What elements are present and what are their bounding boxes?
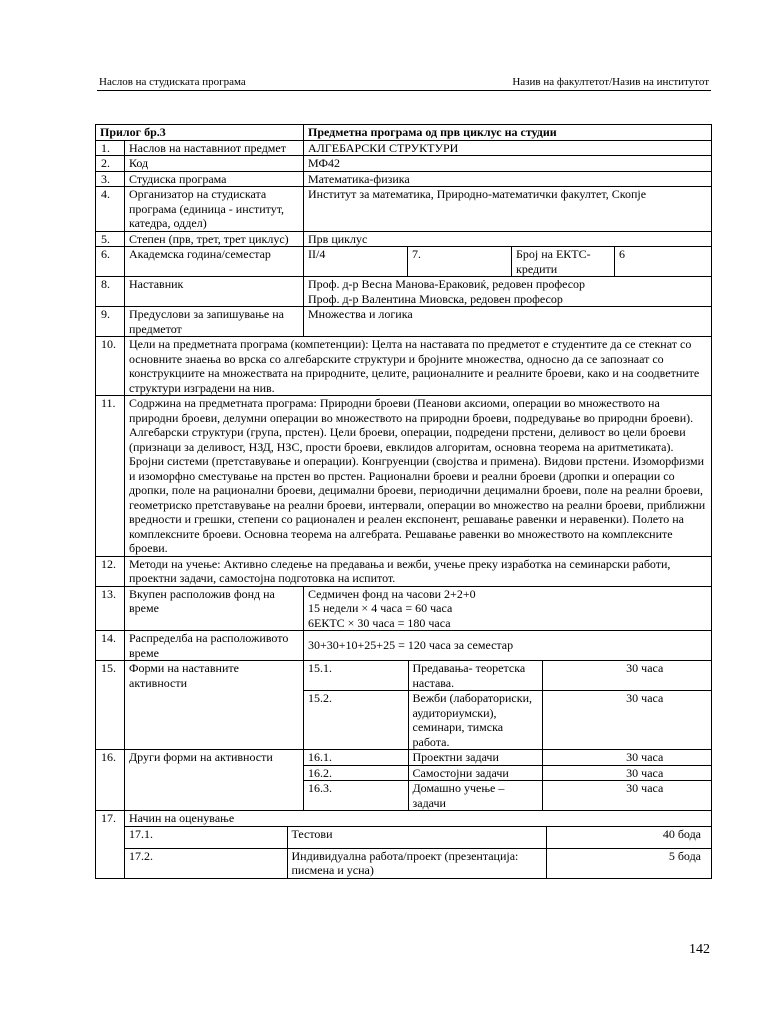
prerequisites-value: Множества и логика (304, 307, 712, 337)
teaching-forms-cell (304, 661, 712, 750)
activity-hours: 30 часа (542, 691, 711, 750)
row-number: 14. (96, 631, 125, 661)
table-row (96, 556, 712, 586)
course-code-value: МФ42 (304, 156, 712, 172)
table-row (96, 307, 712, 337)
row-label: Вкупен расположив фонд на време (125, 586, 304, 631)
content-text: Содржина на предметната програма: Природни броеви (Пеанови аксиоми, операции во множеството на природни броеви, делумни операции во множеството на природни броеви, подредување во природни броеви). Алгебарски структури (група, прстен). Цели броеви, операции, подредени прстени, деливост во цели броеви (признаци за деливост, НЗД, НЗС, прости броеви, евклидов алгоритам, основна теорема на аритметиката). Бројни системи (претставување и операции). Конгруенции (својства и примена). Видови прстени. Изоморфизми и изоморфно сместување на прстен во прстен. Рационални броеви и реални броеви (дропки и операции со дропки, поле на рационални броеви, децимални броеви, периодични децимални броеви, поле на реални броеви, геометриско претставување на реални броеви, интервали, операции во множество на реални броеви, приближни вредности и грешки, степени со рационален и реален експонент, решавање равенки и неравенки). Полето на комплексните броеви. Основна теорема на алгебрата. Решавање равенки во множеството на комплексните броеви. (125, 396, 712, 557)
table-row (96, 277, 712, 307)
page-number: 142 (689, 942, 710, 957)
row-number: 13. (96, 586, 125, 631)
activity-name: Самостојни задачи (408, 765, 542, 781)
activity-hours: 30 часа (542, 781, 711, 811)
table-row (96, 811, 712, 827)
weekly-hours-line: Седмичен фонд на часови 2+2+0 (308, 586, 476, 601)
teacher-name: Проф. д-р Весна Манова-Ераковиќ, редовен професор (308, 277, 586, 291)
row-label: Степен (прв, трет, трет циклус) (125, 231, 304, 247)
table-row (96, 231, 712, 247)
row-number: 2. (96, 156, 125, 172)
ects-label: Број на ЕКТС-кредити (512, 247, 615, 277)
year-semester-value: II/4 (304, 247, 408, 277)
appendix-label: Прилог бр.3 (96, 125, 304, 141)
table-title: Предметна програма од прв циклус на студии (304, 125, 712, 141)
teachers-value (304, 277, 712, 307)
row-number: 9. (96, 307, 125, 337)
row-label: Наслов на наставниот предмет (125, 140, 304, 156)
row-number: 17. (96, 811, 125, 879)
row-label: Код (125, 156, 304, 172)
activity-hours: 30 часа (542, 765, 711, 781)
activity-code: 15.1. (304, 661, 408, 691)
row-number: 12. (96, 556, 125, 586)
table-row (96, 187, 712, 232)
assessment-label: Начин на оценување (125, 811, 712, 827)
activity-code: 16.3. (304, 781, 408, 811)
list-item (304, 691, 711, 750)
activity-code: 16.2. (304, 765, 408, 781)
row-label: Студиска програма (125, 171, 304, 187)
total-time-value (304, 586, 712, 631)
activity-hours: 30 часа (542, 750, 711, 765)
teacher-name: Проф. д-р Валентина Миовска, редовен професор (308, 291, 563, 306)
course-program-table (95, 124, 712, 879)
list-item (125, 848, 711, 878)
methods-text: Методи на учење: Активно следење на предавања и вежби, учење преку изработка на семинарски работи, проектни задачи, самостојна подготовка на испитот. (125, 556, 712, 586)
header-program-title: Наслов на студиската програма (99, 76, 246, 88)
assessment-name: Тестови (287, 827, 546, 849)
row-number: 4. (96, 187, 125, 232)
assessment-code: 17.1. (125, 827, 287, 849)
time-distribution-value: 30+30+10+25+25 = 120 часа за семестар (304, 631, 712, 661)
table-row (96, 661, 712, 750)
table-row (96, 171, 712, 187)
activity-name: Домашно учење – задачи (408, 781, 542, 811)
organizer-value: Институт за математика, Природно-математички факултет, Скопје (304, 187, 712, 232)
assessment-code: 17.2. (125, 848, 287, 878)
row-label: Распределба на расположивото време (125, 631, 304, 661)
activity-name: Предавања- теоретска настава. (408, 661, 542, 691)
row-number: 15. (96, 661, 125, 750)
table-header-row (96, 125, 712, 141)
row-label: Други форми на активности (125, 750, 304, 811)
course-title-value: АЛГЕБАРСКИ СТРУКТУРИ (304, 140, 712, 156)
list-item (304, 661, 711, 691)
table-row (96, 586, 712, 631)
study-program-value: Математика-физика (304, 171, 712, 187)
ects-value: 6 (615, 247, 712, 277)
weeks-hours-line: 15 недели × 4 часа = 60 часа (308, 601, 453, 615)
teaching-forms-table (304, 661, 711, 749)
table-row (96, 247, 712, 277)
activity-name: Вежби (лабораториски, аудиториумски), семинари, тимска работа. (408, 691, 542, 750)
assessment-cell (125, 826, 712, 878)
table-row (96, 750, 712, 811)
row-label: Форми на наставните активности (125, 661, 304, 750)
row-label: Академска година/семестар (125, 247, 304, 277)
goals-text: Цели на предметната програма (компетенции): Целта на наставата по предметот е студентите да се стекнат со основните знаења во врска со алгебарските структури и бројните множества, односно да се запознаат со конструкциите на множествата на природните, целите, рационалните и реалните броеви, како и на соодветните структури изградени на нив. (125, 337, 712, 396)
table-row (96, 140, 712, 156)
row-label: Организатор на студиската програма (единица - институт, катедра, оддел) (125, 187, 304, 232)
degree-value: Прв циклус (304, 231, 712, 247)
row-number-7: 7. (408, 247, 512, 277)
activity-hours: 30 часа (542, 661, 711, 691)
list-item (304, 781, 711, 811)
activity-code: 16.1. (304, 750, 408, 765)
row-number: 11. (96, 396, 125, 557)
row-number: 8. (96, 277, 125, 307)
assessment-points: 5 бода (546, 848, 711, 878)
assessment-points: 40 бода (546, 827, 711, 849)
list-item (304, 750, 711, 765)
table-row (96, 337, 712, 396)
page-header (97, 76, 711, 91)
activity-name: Проектни задачи (408, 750, 542, 765)
row-number: 10. (96, 337, 125, 396)
list-item (304, 765, 711, 781)
header-faculty-title: Назив на факултетот/Назив на институтот (512, 76, 709, 88)
row-number: 5. (96, 231, 125, 247)
table-row (96, 396, 712, 557)
ects-hours-line: 6ЕКТС × 30 часа = 180 часа (308, 615, 451, 630)
row-number: 6. (96, 247, 125, 277)
row-number: 3. (96, 171, 125, 187)
list-item (125, 827, 711, 849)
row-label: Предуслови за запишување на предметот (125, 307, 304, 337)
assessment-name: Индивидуална работа/проект (презентација: писмена и усна) (287, 848, 546, 878)
other-activities-cell (304, 750, 712, 811)
other-activities-table (304, 750, 711, 810)
table-row (96, 826, 712, 878)
activity-code: 15.2. (304, 691, 408, 750)
row-number: 16. (96, 750, 125, 811)
table-row (96, 156, 712, 172)
row-label: Наставник (125, 277, 304, 307)
assessment-table (125, 827, 711, 878)
table-row (96, 631, 712, 661)
row-number: 1. (96, 140, 125, 156)
